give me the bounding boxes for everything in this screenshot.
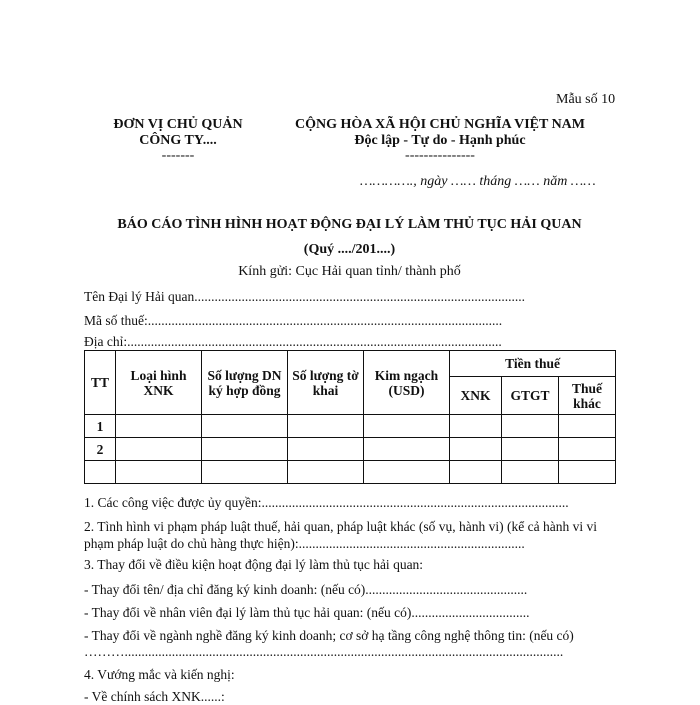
form-number: Mẫu số 10 [556, 92, 616, 107]
section-3-changes: 3. Thay đổi về điều kiện hoạt động đại lý làm thủ tục hải quan: [84, 557, 424, 572]
row-number [85, 461, 116, 484]
header-contracts: Số lượng DN ký hợp đồng [202, 351, 288, 415]
section-4-issues: 4. Vướng mắc và kiến nghị: [84, 667, 235, 682]
section-1-delegated-work: 1. Các công việc được ủy quyền:........................................................................................... [84, 495, 569, 510]
row-number: 2 [85, 438, 116, 461]
tax-code-field: Mã số thuế:......................................................................................................... [84, 313, 503, 328]
report-title: BÁO CÁO TÌNH HÌNH HOẠT ĐỘNG ĐẠI LÝ LÀM THỦ TỤC HẢI QUAN [117, 217, 582, 232]
header-left-agency: ĐƠN VỊ CHỦ QUẢN [113, 117, 243, 132]
header-right-divider: --------------- [405, 148, 475, 163]
address-field: Địa chỉ:............................................................................................................... [84, 334, 502, 349]
table-row [85, 438, 616, 461]
header-left-company: CÔNG TY.... [139, 133, 217, 148]
section-3b-staff: - Thay đổi về nhân viên đại lý làm thủ tục hải quan: (nếu có)................................... [84, 605, 530, 620]
section-4a-policy: - Về chính sách XNK......: [84, 689, 225, 704]
report-subtitle: (Quý ..../201....) [303, 242, 396, 257]
date-line: …………., ngày …… tháng …… năm …… [360, 174, 596, 189]
header-tax-group: Tiền thuế [450, 351, 616, 377]
header-type: Loại hình XNK [116, 351, 202, 415]
report-table [84, 350, 616, 484]
header-turnover: Kim ngạch (USD) [364, 351, 450, 415]
table-row [85, 461, 616, 484]
header-right-motto: Độc lập - Tự do - Hạnh phúc [354, 133, 526, 148]
section-3c-continuation: ……….................................................................................................................................. [84, 644, 564, 659]
header-tt: TT [85, 351, 116, 415]
header-xnk: XNK [450, 377, 502, 415]
section-3a-name-address: - Thay đổi tên/ địa chỉ đăng ký kinh doanh: (nếu có)................................................ [84, 582, 528, 597]
recipient-line: Kính gửi: Cục Hải quan tỉnh/ thành phố [238, 264, 461, 279]
header-other-tax: Thuế khác [559, 377, 616, 415]
section-2-violations: 2. Tình hình vi phạm pháp luật thuế, hải quan, pháp luật khác (số vụ, hành vi) (kể cả hành vi vi phạm pháp luật do chủ hàng thực hiện):................................................................... [84, 519, 598, 551]
header-declarations: Số lượng tờ khai [288, 351, 364, 415]
table-row [85, 415, 616, 438]
header-gtgt: GTGT [502, 377, 559, 415]
agent-name-field: Tên Đại lý Hải quan.................................................................................................. [84, 289, 525, 304]
row-number: 1 [85, 415, 116, 438]
header-left-divider: ------- [161, 148, 195, 163]
section-3c-business-lines: - Thay đổi về ngành nghề đăng ký kinh doanh; cơ sở hạ tầng công nghệ thông tin: (nếu có) [84, 628, 574, 643]
header-right-country: CỘNG HÒA XÃ HỘI CHỦ NGHĨA VIỆT NAM [294, 117, 585, 132]
